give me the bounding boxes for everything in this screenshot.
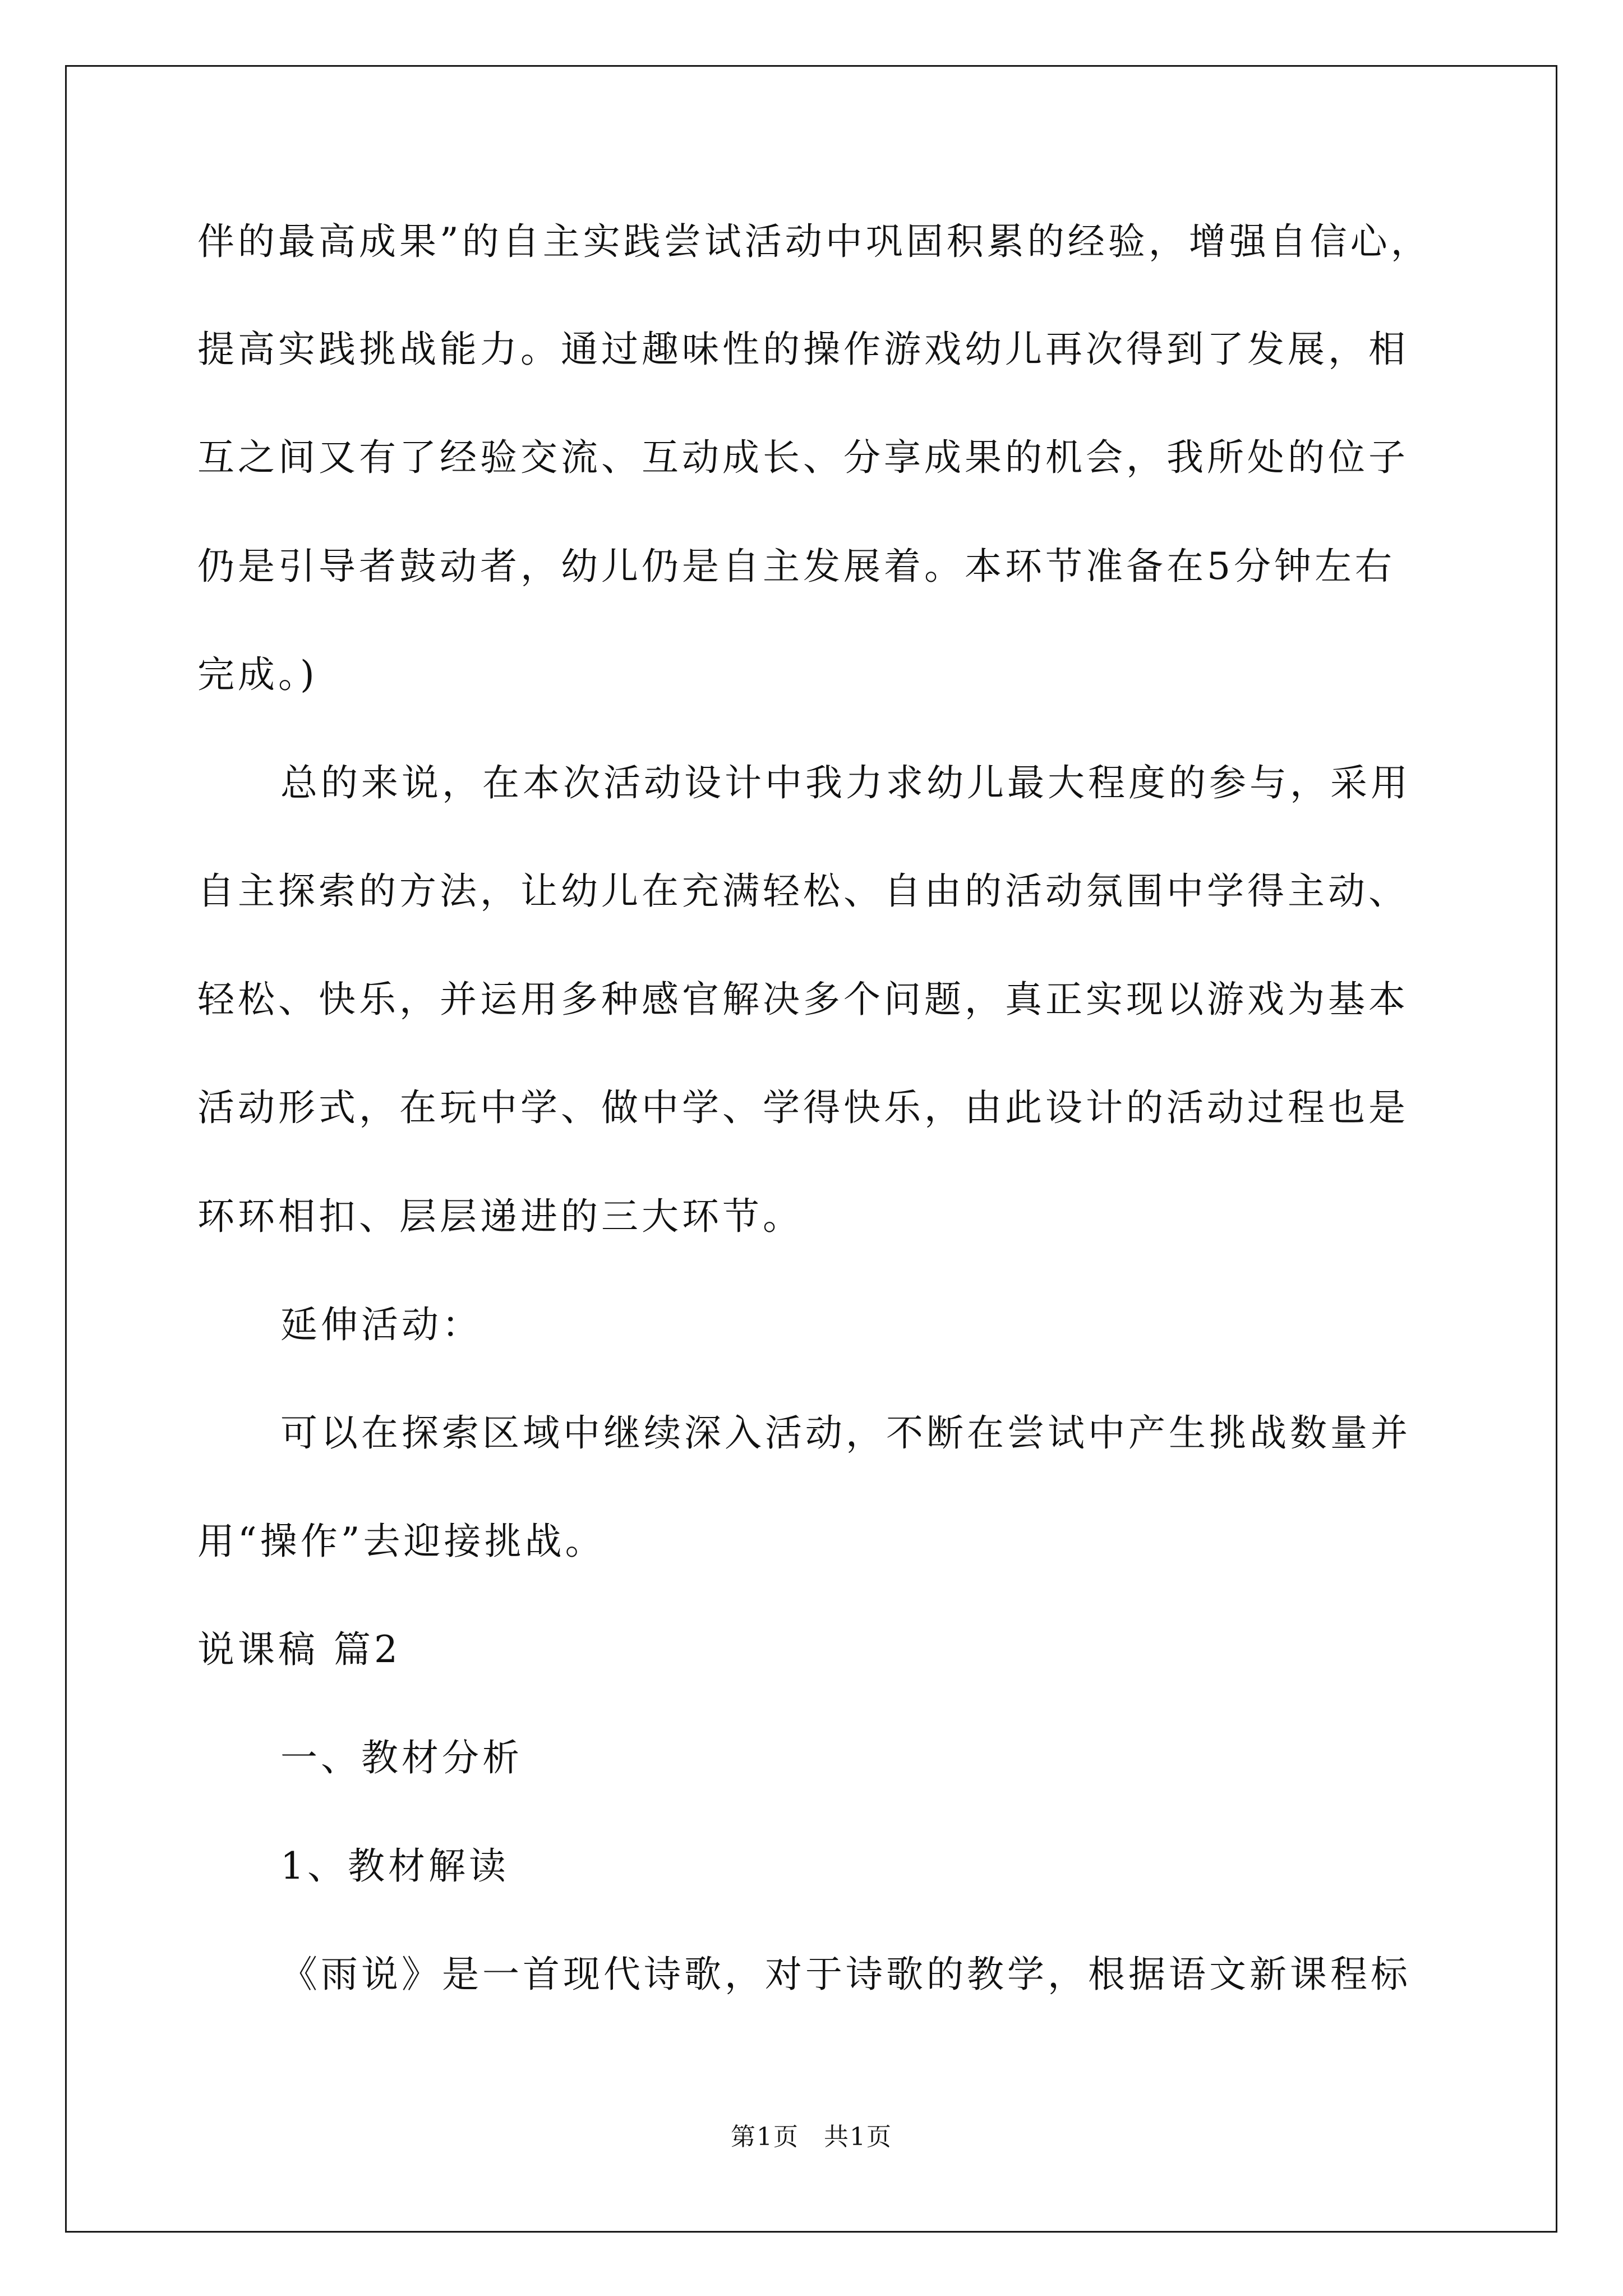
body-line-10: 环环相扣、层层递进的三大环节。 [197, 1195, 803, 1238]
page-number: 第1页 [731, 2123, 799, 2151]
extension-heading: 延伸活动： [280, 1303, 482, 1346]
page-footer [0, 2125, 1623, 2150]
body-line-7: 自主探索的方法，让幼儿在充满轻松、自由的活动氛围中学得主动、 [197, 869, 1409, 913]
section-title: 说课稿 篇2 [197, 1628, 401, 1671]
body-line-2: 提高实践挑战能力。通过趣味性的操作游戏幼儿再次得到了发展，相 [197, 328, 1409, 371]
subsubsection-heading: 1、教材解读 [280, 1844, 509, 1888]
body-line-5: 完成。) [197, 653, 318, 696]
page-border [65, 65, 1557, 2233]
body-line-13: 用“操作”去迎接挑战。 [197, 1520, 606, 1563]
body-line-4: 仍是引导者鼓动者，幼儿仍是自主发展着。本环节准备在5分钟左右 [197, 545, 1395, 588]
body-line-3: 互之间又有了经验交流、互动成长、分享成果的机会，我所处的位子 [197, 436, 1409, 479]
body-line-17: 《雨说》是一首现代诗歌，对于诗歌的教学，根据语文新课程标 [280, 1953, 1411, 1996]
paragraph-summary-start: 总的来说，在本次活动设计中我力求幼儿最大程度的参与，采用 [280, 761, 1411, 804]
extension-paragraph-start: 可以在探索区域中继续深入活动，不断在尝试中产生挑战数量并 [280, 1411, 1411, 1455]
subsection-heading: 一、教材分析 [280, 1736, 523, 1779]
body-line-9: 活动形式，在玩中学、做中学、学得快乐，由此设计的活动过程也是 [197, 1086, 1409, 1129]
body-line-1: 伴的最高成果”的自主实践尝试活动中巩固积累的经验，增强自信心， [197, 220, 1431, 263]
page-total: 共1页 [824, 2123, 892, 2151]
body-line-8: 轻松、快乐，并运用多种感官解决多个问题，真正实现以游戏为基本 [197, 978, 1409, 1021]
